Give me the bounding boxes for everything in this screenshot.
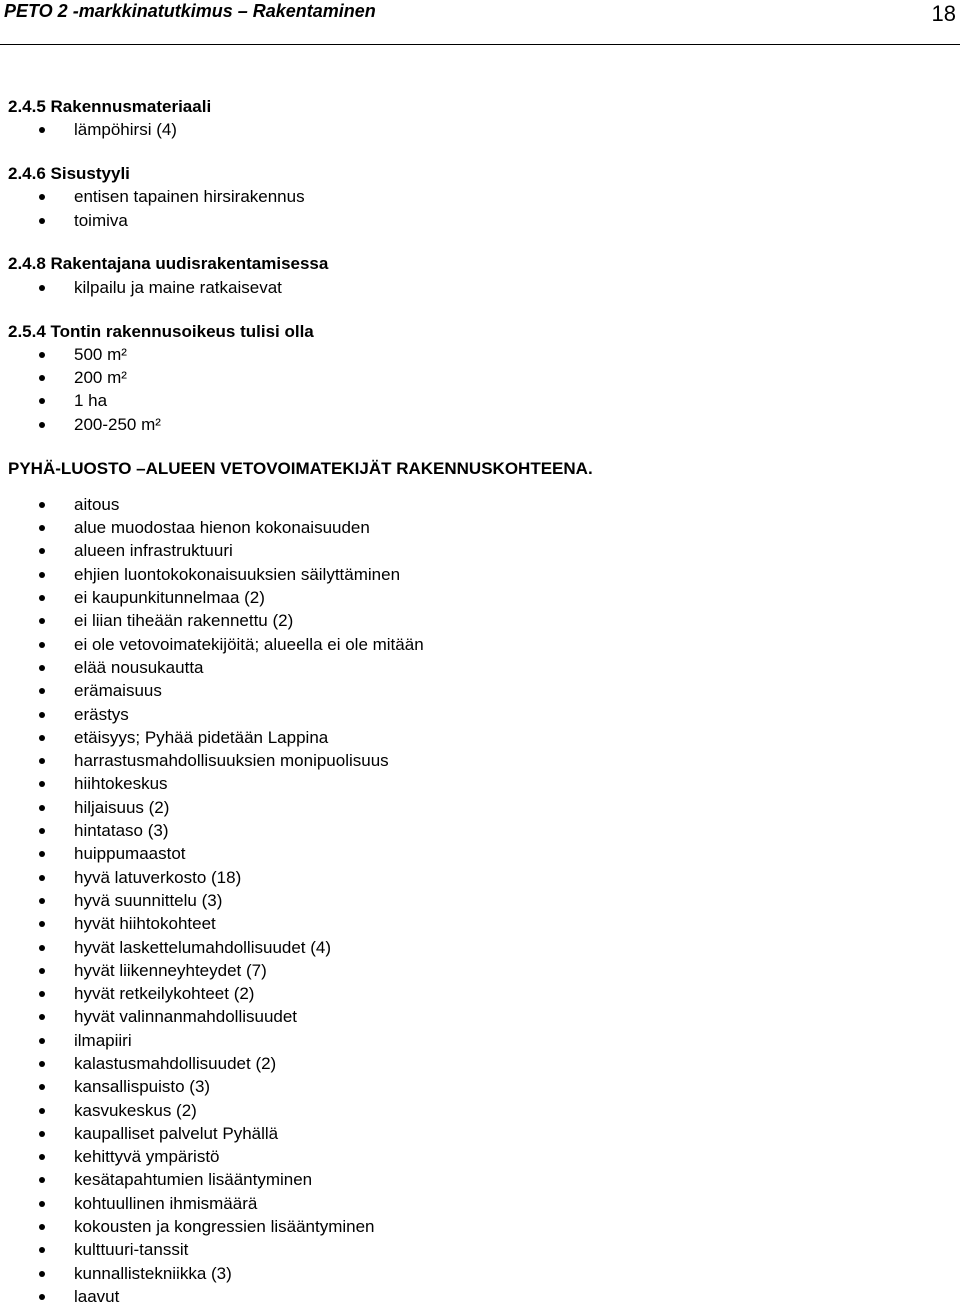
section-rakentajana [0, 252, 960, 299]
section-heading: 2.4.8 Rakentajana uudisrakentamisessa [8, 254, 329, 274]
list-item: kokousten ja kongressien lisääntyminen [0, 1215, 960, 1238]
list-item: entisen tapainen hirsirakennus [0, 185, 960, 208]
list-item: huippumaastot [0, 842, 960, 865]
list-item: lämpöhirsi (4) [0, 118, 960, 141]
list-item: hyvät liikenneyhteydet (7) [0, 959, 960, 982]
list-item: 500 m² [0, 343, 960, 366]
list-item: harrastusmahdollisuuksien monipuolisuus [0, 749, 960, 772]
bullet-list [0, 185, 960, 232]
list-item: elää nousukautta [0, 656, 960, 679]
main-heading: PYHÄ-LUOSTO –ALUEEN VETOVOIMATEKIJÄT RAKENNUSKOHTEENA. [8, 458, 593, 478]
list-item: hyvät hiihtokohteet [0, 912, 960, 935]
section-heading: 2.5.4 Tontin rakennusoikeus tulisi olla [8, 321, 314, 341]
list-item: hyvät laskettelumahdollisuudet (4) [0, 936, 960, 959]
document-body [0, 95, 960, 1308]
list-item: hyvä suunnittelu (3) [0, 889, 960, 912]
list-item: toimiva [0, 209, 960, 232]
bullet-list [0, 276, 960, 299]
list-item: kulttuuri-tanssit [0, 1238, 960, 1261]
list-item: 1 ha [0, 389, 960, 412]
list-item: ilmapiiri [0, 1029, 960, 1052]
page-header [0, 0, 960, 45]
list-item: kehittyvä ympäristö [0, 1145, 960, 1168]
list-item: hyvät valinnanmahdollisuudet [0, 1005, 960, 1028]
list-item: aitous [0, 493, 960, 516]
bullet-list [0, 118, 960, 141]
vetovoimatekijat-list [0, 493, 960, 1308]
list-item: ei liian tiheään rakennettu (2) [0, 609, 960, 632]
page-number: 18 [931, 1, 956, 26]
list-item: kansallispuisto (3) [0, 1075, 960, 1098]
list-item: kilpailu ja maine ratkaisevat [0, 276, 960, 299]
bullet-list [0, 343, 960, 436]
list-item: kasvukeskus (2) [0, 1099, 960, 1122]
list-item: alue muodostaa hienon kokonaisuuden [0, 516, 960, 539]
list-item: ei kaupunkitunnelmaa (2) [0, 586, 960, 609]
list-item: alueen infrastruktuuri [0, 539, 960, 562]
list-item: hyvä latuverkosto (18) [0, 866, 960, 889]
list-item: erästys [0, 703, 960, 726]
list-item: kesätapahtumien lisääntyminen [0, 1168, 960, 1191]
list-item: kalastusmahdollisuudet (2) [0, 1052, 960, 1075]
list-item: hiihtokeskus [0, 772, 960, 795]
section-tontin-rakennusoikeus [0, 320, 960, 436]
list-item: kaupalliset palvelut Pyhällä [0, 1122, 960, 1145]
list-item: ehjien luontokokonaisuuksien säilyttäminen [0, 563, 960, 586]
list-item: etäisyys; Pyhää pidetään Lappina [0, 726, 960, 749]
section-sisustyyli [0, 162, 960, 232]
list-item: erämaisuus [0, 679, 960, 702]
list-item: hyvät retkeilykohteet (2) [0, 982, 960, 1005]
list-item: ei ole vetovoimatekijöitä; alueella ei ole mitään [0, 633, 960, 656]
list-item: 200-250 m² [0, 413, 960, 436]
section-heading: 2.4.5 Rakennusmateriaali [8, 97, 212, 116]
list-item: kohtuullinen ihmismäärä [0, 1192, 960, 1215]
list-item: hiljaisuus (2) [0, 796, 960, 819]
list-item: hintataso (3) [0, 819, 960, 842]
list-item: 200 m² [0, 366, 960, 389]
header-title: PETO 2 -markkinatutkimus – Rakentaminen [4, 1, 376, 21]
list-item: laavut [0, 1285, 960, 1308]
section-rakennusmateriaali [0, 95, 960, 142]
section-heading: 2.4.6 Sisustyyli [8, 164, 130, 184]
list-item: kunnallistekniikka (3) [0, 1262, 960, 1285]
